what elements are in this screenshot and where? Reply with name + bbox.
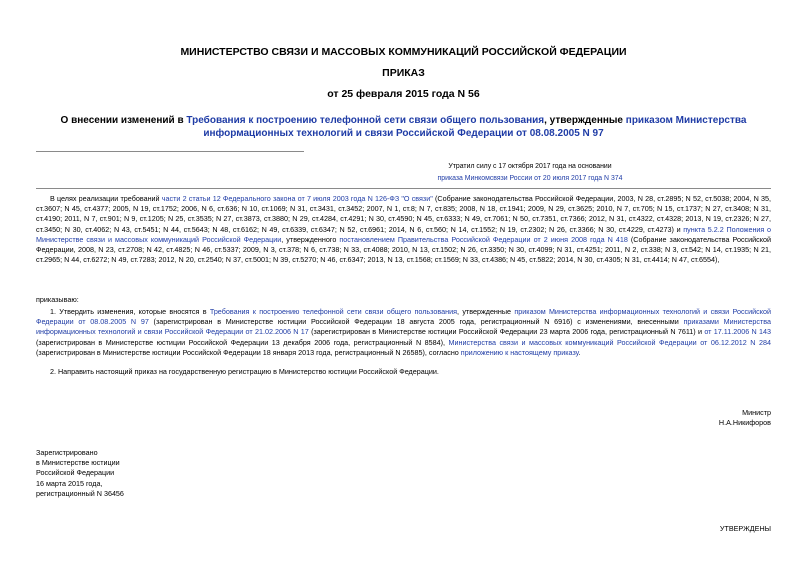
preamble-text-3: , утвержденного bbox=[281, 234, 340, 244]
preamble-link-clause-522[interactable]: пункта 5.2.2 Положения о Министерстве связи и массовых коммуникаций Российской Федерации bbox=[36, 224, 771, 244]
signature-name: Н.А.Никифоров bbox=[718, 418, 771, 428]
title-link-requirements[interactable]: Требования к построению телефонной сети связи общего пользования bbox=[186, 115, 545, 126]
registration-block bbox=[36, 448, 124, 499]
registration-line-1: Зарегистрировано bbox=[36, 448, 98, 457]
preamble-text-4: (Собрание законодательства Российской Федерации, 2008, N 23, ст.2708; N 42, ст.4825; N 46, ст.5337; 2009, N 3, ст.378; N 6, ст.738; N 33, ст.4088; 2010, N 13, ст.1502; N 26, ст.3350; N 30, ст.4099; N 31, ст.4251; 2011, N 2, ст.338; N 3, ст.542; N 14, ст.1935; N 21, ст.2965; N 44, ст.6272; N 49, ст.7283; 2012, N 20, ст.2540; N 37, ст.5001; N 39, ст.5270; N 46, ст.6347; 2013, N 13, ст.1568; ст.1569; N 33, ст.4386; N 45, ст.5822; 2014, N 30, ст.4305; N 31, ст.4414; N 47, ст.6554), bbox=[36, 234, 771, 265]
preamble-text-2: (Собрание законодательства Российской Федерации, 2003, N 28, ст.2895; N 52, ст.5038; 2004, N 35, ст.3607; N 45, ст.4377; 2005, N 19, ст.1752; 2006, N 6, ст.636; N 10, ст.1069; N 31, ст.3431, ст.3452; 2007, N 1, ст.8; N 7, ст.835; 2008, N 18, ст.1941; 2009, N 29, ст.3625; 2010, N 7, ст.705; N 15, ст.1737; N 27, ст.3408; N 31, ст.4190; 2011, N 7, ст.901; N 9, ст.1205; N 25, ст.3535; N 27, ст.3873, ст.3880; N 29, ст.4284, ст.4291; N 30, ст.4590; N 45, ст.6333; N 49, ст.7061; N 50, ст.7351, ст.7366; 2012, N 31, ст.4322, ст.4328; 2013, N 19, ст.2326; N 27, ст.3450; N 30, ст.4062; N 43, ст.5451; N 44, ст.5643; N 48, ст.6162; N 49, ст.6339, ст.6347; N 52, ст.6961; 2014, N 6, ст.560; N 14, ст.1552; N 19, ст.2302; N 26, ст.3366; N 30, ст.4229, ст.4273) и bbox=[36, 194, 771, 234]
item1-text-2: , утвержденные bbox=[457, 307, 515, 316]
item1-text-6: (зарегистрирован в Министерстве юстиции Российской Федерации 18 января 2013 года, регистрационный N 26585), согласно bbox=[36, 347, 461, 357]
status-link-order-374[interactable]: приказа Минкомсвязи России от 20 июля 2017 года N 374 bbox=[437, 175, 623, 182]
item1-link-order-17[interactable]: приказами Министерства информационных технологий и связи Российской Федерации от 21.02.2006 N 17 bbox=[36, 317, 772, 337]
registration-line-5: регистрационный N 36456 bbox=[36, 488, 124, 498]
preamble-link-law-126[interactable]: части 2 статьи 12 Федерального закона от 7 июля 2003 года N 126-ФЗ "О связи" bbox=[161, 194, 433, 203]
item1-link-requirements[interactable]: Требования к построению телефонной сети связи общего пользования bbox=[209, 307, 458, 316]
registration-line-3: Российской Федерации bbox=[36, 468, 115, 478]
separator-short bbox=[36, 151, 304, 152]
order-word: приказываю: bbox=[36, 295, 79, 304]
preamble-link-resolution-418[interactable]: постановлением Правительства Российской Федерации от 2 июня 2008 года N 418 bbox=[339, 234, 628, 244]
doc-type-heading: ПРИКАЗ bbox=[382, 67, 425, 79]
title-text-2: , утвержденные bbox=[544, 115, 626, 126]
order-item-2: 2. Направить настоящий приказ на государственную регистрацию в Министерство юстиции Российской Федерации. bbox=[50, 367, 439, 376]
item1-text-7: . bbox=[578, 347, 581, 357]
status-line: Утратил силу с 17 октября 2017 года на основании bbox=[448, 163, 612, 170]
separator-full bbox=[36, 188, 771, 189]
doc-date-number: от 25 февраля 2015 года N 56 bbox=[327, 88, 480, 100]
item1-link-appendix[interactable]: приложению к настоящему приказу bbox=[460, 347, 579, 357]
title-text-1: О внесении изменений в bbox=[60, 115, 187, 126]
item1-link-order-97[interactable]: приказом Министерства информационных технологий и связи Российской Федерации от 08.08.2005 N 97 bbox=[36, 307, 771, 327]
item1-text-4: (зарегистрирован в Министерстве юстиции Российской Федерации 23 марта 2006 года, регистрационный N 7611) и bbox=[308, 327, 705, 337]
approved-label: УТВЕРЖДЕНЫ bbox=[719, 524, 771, 533]
document-title bbox=[50, 114, 757, 140]
item1-text-3: (зарегистрирован в Министерстве юстиции Российской Федерации 18 августа 2005 года, регистрационный N 6916) с изменениями, внесенными bbox=[148, 317, 684, 327]
status-note bbox=[300, 162, 760, 184]
title-link-order-97[interactable]: приказом Министерства информационных технологий и связи Российской Федерации от 08.08.2005 N 97 bbox=[203, 115, 747, 139]
order-item-1 bbox=[36, 307, 771, 358]
item1-text-1: 1. Утвердить изменения, которые вносятся в bbox=[50, 307, 210, 316]
item1-text-5: (зарегистрирован в Министерстве юстиции Российской Федерации 13 декабря 2006 года, регистрационный N 8584), bbox=[36, 337, 449, 347]
signature-block bbox=[719, 408, 771, 428]
item1-link-order-143[interactable]: от 17.11.2006 N 143 bbox=[704, 327, 771, 337]
signature-position: Министр bbox=[742, 408, 771, 417]
registration-line-2: в Министерстве юстиции bbox=[36, 458, 120, 468]
preamble-paragraph bbox=[36, 194, 771, 265]
registration-line-4: 16 марта 2015 года, bbox=[36, 478, 103, 488]
item1-link-order-284[interactable]: Министерства связи и массовых коммуникаций Российской Федерации от 06.12.2012 N 284 bbox=[448, 337, 771, 347]
ministry-heading: МИНИСТЕРСТВО СВЯЗИ И МАССОВЫХ КОММУНИКАЦИЙ РОССИЙСКОЙ ФЕДЕРАЦИИ bbox=[180, 46, 627, 58]
preamble-text-1: В целях реализации требований bbox=[50, 194, 162, 203]
